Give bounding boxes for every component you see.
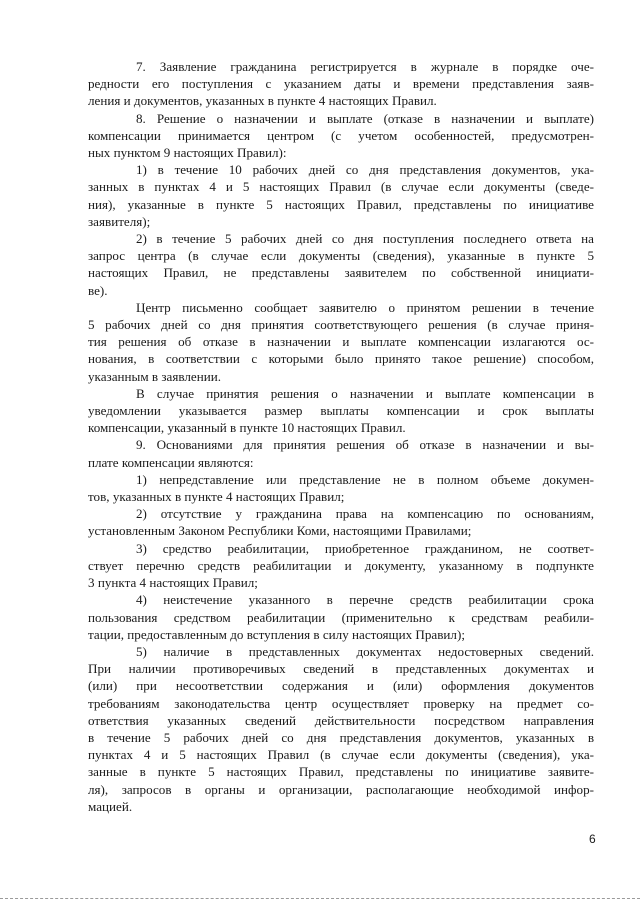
text-line: редности его поступления с указанием даты и времени представления заяв- <box>88 76 594 92</box>
text-line: ствует перечню средств реабилитации и документу, указанному в подпункте <box>88 557 594 573</box>
text-line: занные в пункте 5 настоящих Правил, представлены по инициативе заявите- <box>88 764 594 780</box>
document-body <box>88 58 594 815</box>
text-line: 5 рабочих дней со дня принятия соответствующего решения (в случае приня- <box>88 317 594 333</box>
text-line: плате компенсации являются: <box>88 454 254 470</box>
page-number: 6 <box>589 832 596 846</box>
text-line: нования, в соответствии с которыми было принято такое решение) способом, <box>88 351 594 367</box>
text-line: ля), запросов в органы и организации, располагающие необходимой инфор- <box>88 781 594 797</box>
text-line: 3 пункта 4 настоящих Правил; <box>88 575 258 591</box>
text-line: компенсации, указанный в пункте 10 настоящих Правил. <box>88 420 406 436</box>
text-line: занных в пунктах 4 и 5 настоящих Правил (в случае если документы (сведе- <box>88 179 594 195</box>
text-line: пунктах 4 и 5 настоящих Правил (в случае если документы (сведения), ука- <box>88 747 594 763</box>
scan-edge-divider <box>0 898 640 899</box>
text-line: 1) непредставление или представление не в полном объеме докумен- <box>136 471 594 487</box>
text-line: тия решения об отказе в назначении и выплате компенсации излагаются ос- <box>88 334 594 350</box>
text-line: ния), указанные в пункте 5 настоящих Правил, представлены по инициативе <box>88 196 594 212</box>
text-line: указанным в заявлении. <box>88 368 221 384</box>
text-line: 5) наличие в представленных документах недостоверных сведений. <box>136 643 594 659</box>
text-line: 2) в течение 5 рабочих дней со дня поступления последнего ответа на <box>136 231 594 247</box>
text-line: запрос центра (в случае если документы (сведения), указанные в пункте 5 <box>88 248 594 264</box>
text-line: 3) средство реабилитации, приобретенное гражданином, не соответ- <box>136 540 594 556</box>
text-line: ве). <box>88 282 108 298</box>
text-line: 9. Основаниями для принятия решения об отказе в назначении и вы- <box>136 437 594 453</box>
text-line: Центр письменно сообщает заявителю о принятом решении в течение <box>136 299 594 315</box>
text-line: 1) в течение 10 рабочих дней со дня представления документов, ука- <box>136 162 594 178</box>
text-line: ответствия указанных сведений действительности посредством направления <box>88 712 594 728</box>
text-line: тов, указанных в пункте 4 настоящих Правил; <box>88 489 345 505</box>
text-line: пользования средством реабилитации (применительно к средствам реабили- <box>88 609 594 625</box>
text-line: В случае принятия решения о назначении и выплате компенсации в <box>136 385 594 401</box>
text-line: (или) при несоответствии содержания и (или) оформления документов <box>88 678 594 694</box>
text-line: ных пунктом 9 настоящих Правил): <box>88 145 287 161</box>
text-line: ления и документов, указанных в пункте 4 настоящих Правил. <box>88 93 437 109</box>
text-line: установленным Законом Республики Коми, настоящими Правилами; <box>88 523 472 539</box>
text-line: уведомлении указывается размер выплаты компенсации и срок выплаты <box>88 403 594 419</box>
text-line: компенсации принимается центром (с учетом особенностей, предусмотрен- <box>88 127 594 143</box>
text-line: в течение 5 рабочих дней со дня представления документов, указанных в <box>88 729 594 745</box>
text-line: тации, предоставленным до вступления в силу настоящих Правил); <box>88 626 465 642</box>
text-line: настоящих Правил, не представлены заявителем по собственной инициати- <box>88 265 594 281</box>
text-line: мацией. <box>88 798 133 814</box>
text-line: 4) неистечение указанного в перечне средств реабилитации срока <box>136 592 594 608</box>
text-line: 7. Заявление гражданина регистрируется в журнале в порядке оче- <box>136 59 594 74</box>
text-line: При наличии противоречивых сведений в представленных документах и <box>88 661 594 677</box>
text-line: требованиям законодательства центр осуществляет проверку на предмет со- <box>88 695 594 711</box>
text-line: 8. Решение о назначении и выплате (отказе в назначении и выплате) <box>136 110 594 126</box>
text-line: 2) отсутствие у гражданина права на компенсацию по основаниям, <box>136 506 594 522</box>
text-line: заявителя); <box>88 213 151 229</box>
